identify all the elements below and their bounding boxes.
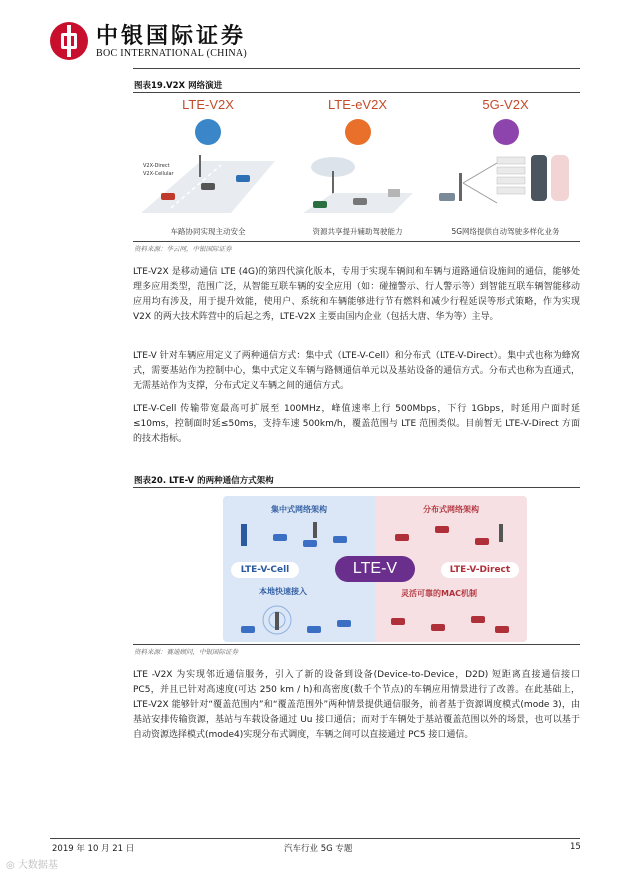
figure20-top-rule [133,487,580,488]
paragraph: LTE -V2X 为实现邻近通信服务，引入了新的设备到设备(Device-to-Device，D2D) 短距离直接通信接口 PC5，并且已针对高速度(可达 250 km / h)和高密度(数千个节点)的车辆应用情景进行了改善。在此基础上，LTE-V2X 能够针对“覆盖范围内”和“覆盖范围外”两种情景提供通信服务，前者基于资源调度模式(mode 3)，由基站安排传输资源，基站与车载设备通过 Uu 接口通信；而对于车辆处于基站覆盖范围以外的场景，也可以基于自动资源选择模式(mode4)实现分布式调度，车辆之间可以直接通过 PC5 接口通信。 [133,670,580,740]
figure19-top-rule [133,92,580,93]
figure20-image [223,496,527,642]
svg-text:V2X-Cellular: V2X-Cellular [143,171,174,177]
figure20-bottom-rule [133,644,580,645]
paragraph: LTE-V 针对车辆应用定义了两种通信方式：集中式（LTE-V-Cell）和分布式（LTE-V-Direct）。集中式也称为蜂窝式，需要基站作为控制中心，集中式定义车辆与路侧通信单元以及基站设备的通信方式。分布式也称为直通式，无需基站作为支撑，分布式定义车辆之间的通信方式。 [133,351,580,391]
figure20-source: 资料来源：赛迪顾问，中银国际证券 [134,648,238,656]
centralized-title: 集中式网络架构 [271,505,327,514]
watermark-icon: ◎ [6,860,18,871]
local-access-illustration [237,600,367,638]
footer-rule [50,838,580,839]
centralized-sub-label: 本地快速接入 [259,587,307,596]
body-text-block-3 [133,402,580,447]
company-name-cn: 中银国际证券 [96,22,247,49]
panel-lte-v2x [133,97,283,239]
lte-v-cell-label: LTE-V-Cell [231,562,299,578]
cloud-illustration [293,153,422,213]
figure19-source: 资料来源：华云网，中银国际证券 [134,245,232,253]
distributed-devices [385,518,515,558]
lte-v-direct-label: LTE-V-Direct [441,562,519,578]
body-text-block-4 [133,668,580,743]
footer-title: 汽车行业 5G 专题 [284,844,353,854]
shield-icon [195,119,221,145]
panel-caption: 车路协同实现主动安全 [170,227,246,236]
company-name-en: BOC INTERNATIONAL (CHINA) [96,47,248,59]
body-text-block-2 [133,349,580,394]
car-icon [493,119,519,145]
panel-5g-v2x [431,97,580,239]
panel-title: LTE-eV2X [327,97,387,112]
lte-v-center-label: LTE-V [335,556,415,582]
watermark [6,856,58,871]
distributed-sub-label: 灵活可靠的MAC机制 [401,589,478,598]
mac-illustration [385,604,515,638]
paragraph: LTE-V2X 是移动通信 LTE (4G)的第四代演化版本，专用于实现车辆间和车辆与道路通信设施间的通信，能够处理多应用类型，范围广泛，从智能互联车辆的安全应用（如：碰撞警示、行人警示等）到智能互联车辆智能移动应用均有涉及，用于提升效能，使用户、系统和车辆能够进行节有燃料和减少行程延误等形式策略，作为实现 V2X 的两大技术阵营中的后起之秀，LTE-V2X 主要由国内企业（包括大唐、华为等）主导。 [133,267,580,322]
slicing-illustration [439,153,572,213]
boc-logo-icon [50,22,88,60]
logo-text [96,24,247,59]
page-number: 15 [570,842,581,852]
svg-text:V2X-Direct: V2X-Direct [143,163,170,169]
figure19-title: 图表19.V2X 网络演进 [134,81,223,91]
road-illustration [141,153,275,213]
figure19-bottom-rule [133,241,580,242]
paragraph: LTE-V-Cell 传输带宽最高可扩展至 100MHz，峰值速率上行 500Mbps，下行 1Gbps，时延用户面时延≤10ms，控制面时延≤50ms，支持车速 500km/h，覆盖范围与 LTE 范围类似。目前暂无 LTE-V-Direct 方面的技术指标。 [133,404,580,444]
distributed-title: 分布式网络架构 [423,505,479,514]
company-logo [50,22,247,60]
panel-caption: 5G网络提供自动驾驶多样化业务 [451,227,560,236]
road-scene [141,153,275,213]
panel-lte-ev2x [285,97,430,239]
header-rule [133,68,580,69]
network-icon [345,119,371,145]
panel-title: 5G-V2X [482,97,529,112]
body-text-block-1 [133,265,580,325]
panel-title: LTE-V2X [182,97,234,112]
panel-caption: 资源共享提升辅助驾驶能力 [312,227,403,236]
watermark-text: 大数据基 [17,860,58,871]
centralized-devices [233,518,363,558]
footer-date: 2019 年 10 月 21 日 [52,844,135,854]
figure20-title: 图表20. LTE-V 的两种通信方式架构 [134,476,274,486]
cloud-scene [293,153,422,213]
figure19-image [133,97,580,239]
slicing-scene [439,153,572,213]
